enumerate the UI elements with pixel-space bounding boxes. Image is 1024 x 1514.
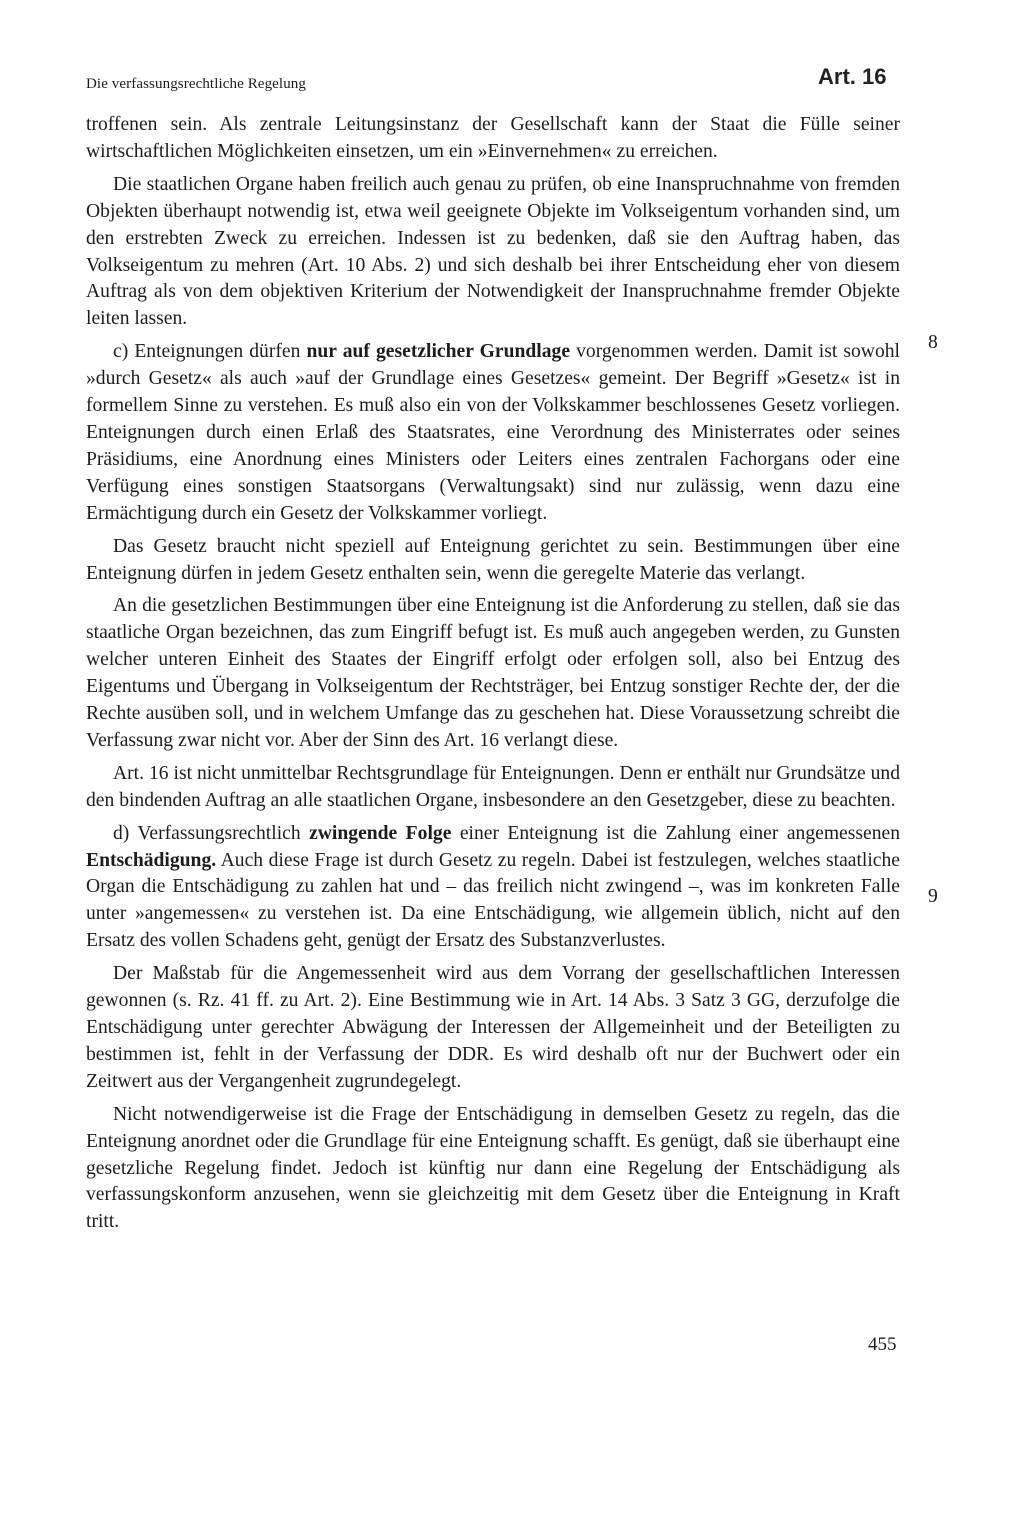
body-text (86, 112, 900, 1236)
paragraph-8: Der Maßstab für die Angemessenheit wird aus dem Vorrang der gesellschaftlichen Interessen gewonnen (s. Rz. 41 ff. zu Art. 2). Eine Bestimmung wie in Art. 14 Abs. 3 Satz 3 GG, derzufolge die Entschädigung unter gerechter Abwägung der Interessen der Allgemeinheit und der Beteiligten zu bestimmen ist, fehlt in der Verfassung der DDR. Es wird deshalb oft nur der Buchwert oder ein Zeitwert aus der Vergangenheit zugrundegelegt. (86, 963, 900, 1092)
paragraph-7-intro: d) Verfassungsrechtlich (113, 822, 310, 844)
paragraph-4: Das Gesetz braucht nicht speziell auf Enteignung gerichtet zu sein. Bestimmungen über eine Enteignung dürfen in jedem Gesetz enthalten sein, wenn die geregelte Materie das verlangt. (86, 535, 900, 584)
paragraph-1: troffenen sein. Als zentrale Leitungsinstanz der Gesellschaft kann der Staat die Fülle seiner wirtschaftlichen Möglichkeiten einsetzen, um ein »Einvernehmen« zu erreichen. (86, 114, 900, 162)
margin-number-8: 8 (928, 332, 938, 353)
page-number: 455 (868, 1334, 897, 1355)
margin-number-9: 9 (928, 886, 938, 907)
paragraph-3-rest: vorgenommen werden. Damit ist sowohl »durch Gesetz« als auch »auf der Grundlage eines Gesetzes« gemeint. Der Begriff »Gesetz« ist in formellem Sinne zu verstehen. Es muß also ein von der Volkskammer beschlossenes Gesetz vorliegen. Enteignungen durch einen Erlaß des Staatsrates, eine Verordnung des Ministerrates oder seines Präsidiums, eine Anordnung eines Ministers oder Leiters eines zentralen Fachorgans oder eine Verfügung eines sonstigen Staatsorgans (Verwaltungsakt) sind nur zulässig, wenn dazu eine Ermächtigung durch ein Gesetz der Volkskammer vorliegt. (86, 341, 900, 524)
paragraph-9: Nicht notwendigerweise ist die Frage der Entschädigung in demselben Gesetz zu regeln, das die Enteignung anordnet oder die Grundlage für eine Enteignung schafft. Es genügt, daß sie überhaupt eine gesetzliche Regelung findet. Jedoch ist künftig nur dann eine Regelung der Entschädigung als verfassungskonform anzusehen, wenn sie gleichzeitig mit dem Gesetz über die Enteignung in Kraft tritt. (86, 1103, 900, 1233)
paragraph-7-middle: einer Enteignung ist die Zahlung einer angemessenen (451, 822, 900, 844)
paragraph-7-emphasis-1: zwingende Folge (309, 822, 452, 844)
paragraph-3-intro: c) Enteignungen dürfen (113, 341, 307, 363)
paragraph-5: An die gesetzlichen Bestimmungen über eine Enteignung ist die Anforderung zu stellen, daß sie das staatliche Organ bezeichnen, das zum Eingriff befugt ist. Es muß auch angegeben werden, zu Gunsten welcher unteren Einheit des Staates der Eingriff erfolgt oder erfolgen soll, also bei Entzug des Eigentums und Übergang in Volkseigentum der Rechtsträger, bei Entzug sonstiger Rechte der, der die Rechte ausüben soll, und in welchem Umfange das zu geschehen hat. Diese Voraussetzung schreibt die Verfassung zwar nicht vor. Aber der Sinn des Art. 16 verlangt diese. (86, 595, 900, 751)
running-head: Die verfassungsrechtliche Regelung (86, 76, 306, 92)
paragraph-6: Art. 16 ist nicht unmittelbar Rechtsgrundlage für Enteignungen. Denn er enthält nur Grundsätze und den bindenden Auftrag an alle staatlichen Organe, insbesondere an den Gesetzgeber, diese zu beachten. (86, 762, 900, 811)
paragraph-7-rest: Auch diese Frage ist durch Gesetz zu regeln. Dabei ist festzulegen, welches staatliche Organ die Entschädigung zu zahlen hat und – das freilich nicht zwingend –, was im konkreten Falle unter »angemessen« zu verstehen ist. Da eine Entschädigung, wie allgemein üblich, nicht auf den Ersatz des vollen Schadens geht, genügt der Ersatz des Substanzverlustes. (86, 849, 900, 952)
paragraph-2: Die staatlichen Organe haben freilich auch genau zu prüfen, ob eine Inanspruchnahme von fremden Objekten überhaupt notwendig ist, etwa weil geeignete Objekte im Volkseigentum vorhanden sind, um den erstrebten Zweck zu erreichen. Indessen ist zu bedenken, daß sie den Auftrag haben, das Volkseigentum zu mehren (Art. 10 Abs. 2) und sich deshalb bei ihrer Entscheidung eher von diesem Auftrag als von dem objektiven Kriterium der Notwendigkeit der Inanspruchnahme fremder Objekte leiten lassen. (86, 173, 900, 330)
paragraph-7-emphasis-2: Entschädigung. (86, 849, 217, 871)
article-label: Art. 16 (818, 64, 887, 89)
paragraph-3 (86, 339, 900, 527)
paragraph-7 (86, 821, 900, 956)
paragraph-3-emphasis: nur auf gesetzlicher Grundlage (306, 341, 571, 363)
